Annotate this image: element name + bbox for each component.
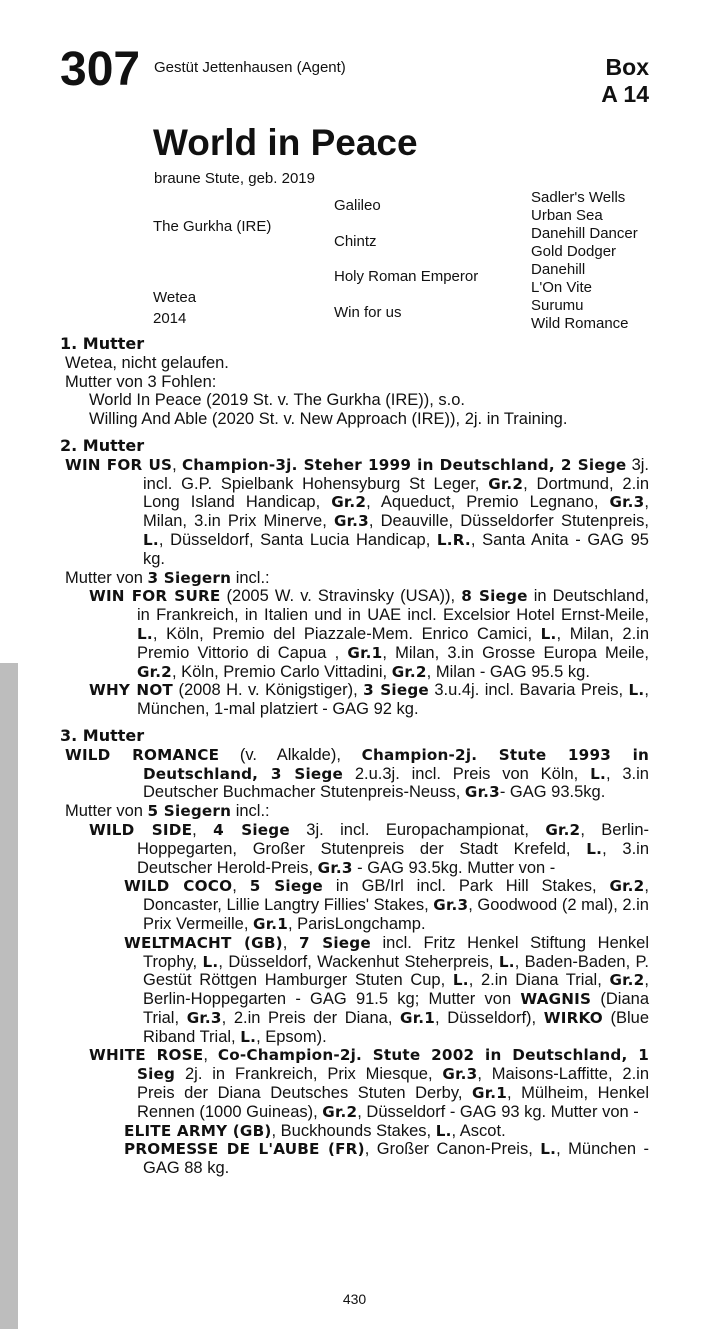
race-grade: Gr.2 xyxy=(391,662,427,681)
box-label xyxy=(601,54,649,108)
offspring-entry xyxy=(89,1046,650,1121)
horse-entry-name: WELTMACHT (GB) xyxy=(124,933,283,952)
entry-text: 2j. in Frankreich, Prix Miesque, xyxy=(175,1065,443,1084)
race-grade: L. xyxy=(240,1027,257,1046)
entry-text: 3.u.4j. incl. Bavaria Preis, xyxy=(428,681,629,700)
entry-text: - GAG 93.5kg. Mutter von - xyxy=(352,858,556,877)
entry-text: , Buckhounds Stakes, xyxy=(271,1121,436,1140)
seller: Gestüt Jettenhausen (Agent) xyxy=(154,59,346,76)
horse-entry-name: WAGNIS xyxy=(520,990,592,1009)
race-grade: Gr.1 xyxy=(400,1008,435,1027)
entry-text: , München, 1-mal platziert - GAG 92 kg. xyxy=(137,681,649,719)
entry-text: , Santa Anita - GAG 95 kg. xyxy=(143,530,649,568)
entry-text: , Milan - GAG 95.5 kg. xyxy=(426,662,590,681)
race-grade: Gr.3 xyxy=(609,493,645,512)
entry-text: , Maisons-Laffitte, 2.in Preis der Diana Deutsches Stuten Derby, xyxy=(137,1065,650,1103)
entry-text: (2005 W. v. Stravinsky (USA)), xyxy=(220,587,462,606)
entry-text: incl.: xyxy=(231,568,270,587)
pedigree-grandparents xyxy=(531,189,638,333)
section-heading-first-dam: 1. Mutter xyxy=(60,334,145,353)
pedigree-ancestor: Danehill xyxy=(531,261,586,278)
entry-text: , xyxy=(203,1046,218,1065)
entry-text: Mutter von xyxy=(65,802,148,821)
entry-text: , Ascot. xyxy=(451,1121,506,1140)
pedigree-ancestor: L'On Vite xyxy=(531,279,592,296)
race-grade: L. xyxy=(628,681,645,700)
entry-text: in GB/Irl incl. Park Hill Stakes, xyxy=(322,877,610,896)
entry-text: , Berlin-Hoppegarten - GAG 91.5 kg; Mutter von xyxy=(143,971,650,1009)
entry-text: (2008 H. v. Königstiger), xyxy=(173,681,364,700)
pedigree-dam xyxy=(153,289,196,328)
pedigree-dam-name: Wetea xyxy=(153,289,197,306)
grand-offspring-entry xyxy=(124,1121,649,1141)
race-grade: Gr.3 xyxy=(464,783,500,802)
pedigree-sire-sire: Galileo xyxy=(334,197,381,214)
first-dam-foals-intro: Mutter von 3 Fohlen: xyxy=(65,372,217,391)
race-grade: Gr.1 xyxy=(472,1084,507,1103)
race-grade: L. xyxy=(590,764,606,783)
entry-text: - GAG 93.5kg. xyxy=(499,783,606,802)
entry-text: , ParisLongchamp. xyxy=(287,914,426,933)
horse-entry-name: WIN FOR SURE xyxy=(89,587,221,606)
entry-text: , Baden-Baden, P. Gestüt Röttgen Hamburger Stuten Cup, xyxy=(143,952,650,990)
entry-text: , xyxy=(192,820,214,839)
entry-text: incl.: xyxy=(231,802,270,821)
entry-highlight: 7 Siege xyxy=(298,933,371,952)
entry-text: , xyxy=(282,933,299,952)
entry-text: , Großer Canon-Preis, xyxy=(364,1140,541,1159)
race-grade: Gr.2 xyxy=(609,971,645,990)
entry-text: , Köln, Premio del Piazzale-Mem. Enrico Camici, xyxy=(152,624,541,643)
third-dam-entry xyxy=(65,745,649,802)
race-grade: L. xyxy=(498,952,515,971)
horse-entry-name: WHY NOT xyxy=(89,681,173,700)
horse-entry-name: WIRKO xyxy=(543,1008,603,1027)
pedigree-ancestor: Gold Dodger xyxy=(531,243,617,260)
entry-highlight: Champion-3j. Steher 1999 in Deutschland, 2 Siege xyxy=(181,455,627,474)
race-grade: L. xyxy=(586,839,603,858)
entry-text: , Dortmund, 2.in Long Island Handicap, xyxy=(143,474,649,512)
entry-text: , Düsseldorf - GAG 93 kg. Mutter von - xyxy=(357,1102,639,1121)
offspring-entry xyxy=(89,820,649,877)
box-label-line2: A 14 xyxy=(601,81,649,107)
horse-entry-name: PROMESSE DE L'AUBE (FR) xyxy=(124,1140,365,1159)
entry-text: Mutter von xyxy=(65,568,148,587)
entry-text: , Düsseldorf, Santa Lucia Handicap, xyxy=(158,530,437,549)
section-heading-third-dam: 3. Mutter xyxy=(60,725,145,745)
pedigree-sire: The Gurkha (IRE) xyxy=(153,218,272,235)
horse-entry-name: WILD COCO xyxy=(124,877,233,896)
entry-text: 2.u.3j. incl. Preis von Köln, xyxy=(343,764,591,783)
offspring-intro xyxy=(65,569,649,588)
race-grade: L. xyxy=(435,1121,452,1140)
horse-entry-name: ELITE ARMY (GB) xyxy=(124,1121,272,1140)
race-grade: Gr.3 xyxy=(317,858,353,877)
race-grade: L. xyxy=(540,1140,557,1159)
entry-text: (v. Alkalde), xyxy=(219,745,362,764)
entry-text: , Doncaster, Lillie Langtry Fillies' Stakes, xyxy=(143,877,650,915)
race-grade: Gr.3 xyxy=(186,1008,222,1027)
horse-entry-name: WIN FOR US xyxy=(65,455,173,474)
race-grade: Gr.2 xyxy=(137,662,172,681)
section-heading-second-dam: 2. Mutter xyxy=(60,435,145,455)
first-dam-line: Wetea, nicht gelaufen. xyxy=(65,353,229,372)
grand-offspring-entry xyxy=(124,933,650,1047)
entry-text: , Düsseldorf), xyxy=(434,1008,544,1027)
foal-entry: Willing And Able (2020 St. v. New Approach (IRE)), 2j. in Training. xyxy=(89,410,568,429)
offspring-intro xyxy=(65,802,649,821)
horse-entry-name: WILD ROMANCE xyxy=(65,745,220,764)
horse-entry-name: WHITE ROSE xyxy=(89,1046,204,1065)
entry-text: 3j. incl. Europachampionat, xyxy=(289,820,546,839)
race-grade: Gr.3 xyxy=(433,896,469,915)
horse-name: World in Peace xyxy=(153,122,418,163)
entry-text: incl. Fritz Henkel Stiftung Henkel Trophy, xyxy=(143,933,650,971)
race-grade: Gr.2 xyxy=(545,820,581,839)
race-grade: Gr.3 xyxy=(442,1065,478,1084)
race-grade: Gr.2 xyxy=(322,1102,358,1121)
entry-text: , xyxy=(172,455,182,474)
entry-text: , Düsseldorf, Wackenhut Steherpreis, xyxy=(218,952,499,971)
horse-entry-name: WILD SIDE xyxy=(89,820,193,839)
race-grade: Gr.2 xyxy=(331,493,367,512)
race-grade: L. xyxy=(202,952,219,971)
page-edge-bar xyxy=(0,663,18,1329)
second-dam-entry xyxy=(65,455,650,569)
race-grade: Gr.2 xyxy=(609,877,645,896)
entry-text: , 2.in Preis der Diana, xyxy=(221,1008,401,1027)
pedigree-ancestor: Wild Romance xyxy=(531,315,629,332)
pedigree-dam-year: 2014 xyxy=(153,310,187,327)
entry-text: , Goodwood (2 mal), 2.in Prix Vermeille, xyxy=(143,896,649,933)
race-grade: L. xyxy=(540,624,557,643)
entry-text: in Deutschland, in Frankreich, in Italien und in UAE incl. Excelsior Hotel Ernst-Meile, xyxy=(137,587,649,625)
pedigree-dam-sire: Holy Roman Emperor xyxy=(334,268,479,285)
entry-text: , Milan, 3.in Prix Minerve, xyxy=(143,493,649,531)
race-grade: L.R. xyxy=(436,530,471,549)
race-grade: Gr.2 xyxy=(488,474,524,493)
entry-highlight: 5 Siege xyxy=(249,877,323,896)
entry-text: (Diana Trial, xyxy=(143,990,649,1027)
entry-highlight: 4 Siege xyxy=(213,820,290,839)
race-grade: L. xyxy=(143,530,159,549)
entry-text: , Milan, 3.in Grosse Europa Meile, xyxy=(382,643,649,662)
entry-text: , xyxy=(232,877,250,896)
entry-highlight: 3 Siegern xyxy=(147,568,232,587)
entry-text: , Aqueduct, Premio Legnano, xyxy=(366,493,610,512)
entry-highlight: 5 Siegern xyxy=(147,802,232,821)
pedigree-dam-dam: Win for us xyxy=(334,304,402,321)
offspring-entry xyxy=(89,587,650,681)
entry-text: 3j. incl. G.P. Spielbank Hohensyburg St Leger, xyxy=(143,455,650,493)
entry-text: (Blue Riband Trial, xyxy=(143,1008,650,1046)
race-grade: Gr.3 xyxy=(333,512,369,531)
foal-entry: World In Peace (2019 St. v. The Gurkha (IRE)), s.o. xyxy=(89,391,465,410)
entry-text: , Milan, 2.in Premio Vittorio di Capua , xyxy=(137,624,650,662)
entry-text: , Deauville, Düsseldorfer Stutenpreis, xyxy=(368,512,649,531)
offspring-entry xyxy=(89,681,649,719)
pedigree-ancestor: Sadler's Wells xyxy=(531,189,626,206)
race-grade: L. xyxy=(452,971,469,990)
entry-highlight: 3 Siege xyxy=(363,681,429,700)
race-grade: Gr.1 xyxy=(347,643,383,662)
grand-offspring-entry xyxy=(124,877,650,933)
entry-highlight: Co-Champion-2j. Stute 2002 in Deutschland, 1 Sieg xyxy=(137,1046,649,1084)
grand-offspring-entry xyxy=(124,1140,650,1178)
entry-highlight: Champion-2j. Stute 1993 in Deutschland, 3 Siege xyxy=(143,745,649,783)
entry-text: , Mülheim, Henkel Rennen (1000 Guineas), xyxy=(137,1084,649,1121)
family-record xyxy=(60,335,649,1178)
entry-text: , Köln, Premio Carlo Vittadini, xyxy=(171,662,392,681)
pedigree-ancestor: Surumu xyxy=(531,297,584,314)
entry-highlight: 8 Siege xyxy=(461,587,528,606)
entry-text: , Epsom). xyxy=(256,1027,327,1046)
pedigree-ancestor: Urban Sea xyxy=(531,207,603,224)
race-grade: L. xyxy=(137,624,153,643)
race-grade: Gr.1 xyxy=(253,914,288,933)
entry-text: , 3.in Deutscher Buchmacher Stutenpreis-Neuss, xyxy=(143,764,649,802)
pedigree-ancestor: Danehill Dancer xyxy=(531,225,638,242)
box-label-line1: Box xyxy=(605,54,649,80)
horse-description: braune Stute, geb. 2019 xyxy=(154,170,315,187)
pedigree-sire-dam: Chintz xyxy=(334,233,377,250)
entry-text: , 3.in Deutscher Herold-Preis, xyxy=(137,839,649,877)
page-number: 430 xyxy=(342,1291,367,1307)
lot-number: 307 xyxy=(60,43,141,96)
entry-text: , Berlin-Hoppegarten, Großer Stutenpreis der Stadt Krefeld, xyxy=(137,820,649,858)
entry-text: , München - GAG 88 kg. xyxy=(143,1140,650,1178)
entry-text: , 2.in Diana Trial, xyxy=(468,971,610,990)
